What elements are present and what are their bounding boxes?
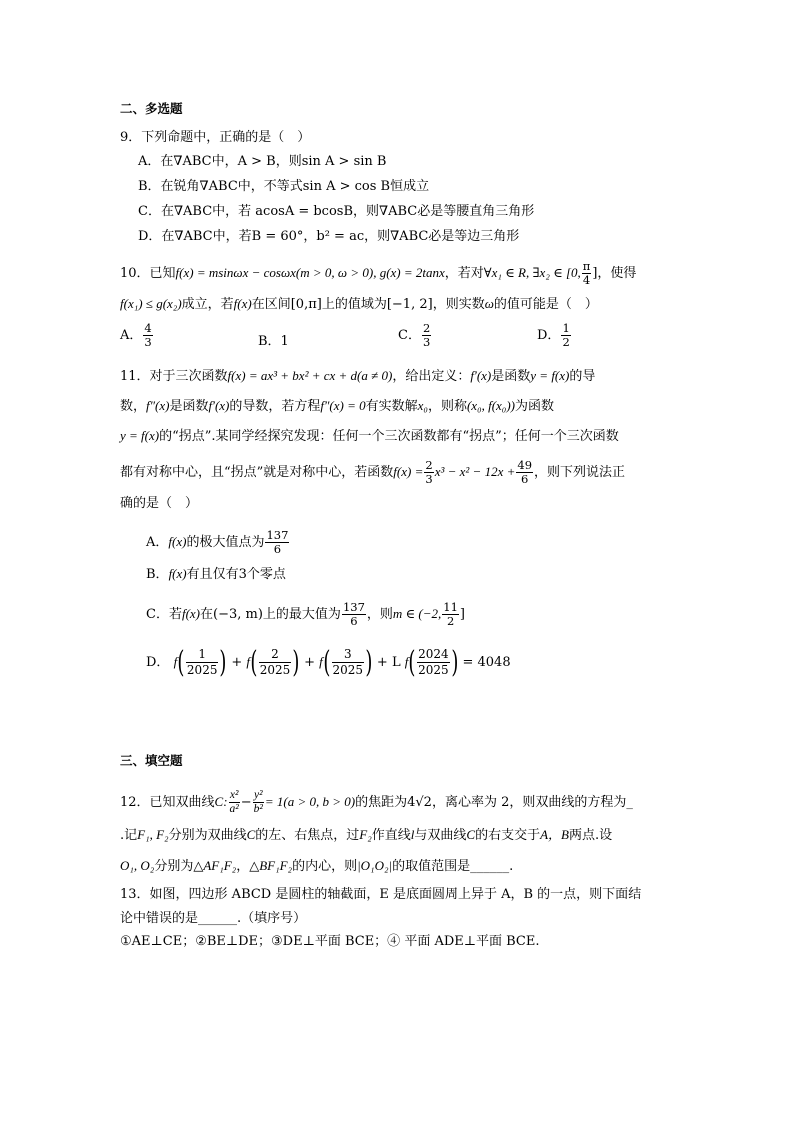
q11-option-a: A．f(x)的极大值点为 $\frac{137}{6}$ — [146, 528, 289, 556]
q11-line-1: 11．对于三次函数f(x) = ax³ + bx² + cx + d(a ≠ 0)，给出定义：f′(x)是函数y = f(x)的导 — [120, 368, 596, 384]
q10-option-c: C． $\frac{2}{3}$ — [398, 321, 431, 349]
q9-option-d: D．在∇ABC中，若B = 60°，b² = ac，则∇ABC必是等边三角形 — [138, 229, 520, 244]
pi-over-4: $\frac{\pi}{4}$ — [582, 259, 591, 287]
q13-line-2: 论中错误的是______.（填序号） — [120, 911, 307, 926]
q11-option-b: B．f(x)有且仅有3个零点 — [146, 566, 286, 582]
q11-line-4: 都有对称中心，且“拐点”就是对称中心，若函数f(x) = $\frac{2}{3}$ x³ − x² − 12x + $\frac{49}{6}$ ，则下列说法正 — [120, 458, 626, 486]
q9-option-a: A．在∇ABC中，A > B，则sin A > sin B — [138, 154, 387, 169]
q10-line-1: 10．已知f(x) = msinωx − cosωx(m > 0, ω > 0), g(x) = 2tanx，若对∀x₁ ∈ R, ∃x₂ ∈ [0, $\frac{\pi}{4}$ ]，使得 — [120, 259, 637, 287]
q12-line-2: .记F₁, F₂分别为双曲线C的左、右焦点，过F₂作直线l与双曲线C的右支交于A，B两点.设 — [120, 827, 613, 843]
q11-option-d: D． f( $\frac{1}{2025}$ ) + f( $\frac{2}{2025}$ ) + f( $\frac{3}{2025}$ ) + L f( $\frac{2024}{2025}$ ) = 4048 — [146, 644, 511, 680]
q11-line-5: 确的是（ ） — [120, 496, 199, 511]
q12-line-3: O₁, O₂分别为△AF₁F₂，△BF₁F₂的内心，则|O₁O₂|的取值范围是______. — [120, 858, 514, 874]
q13-line-1: 13．如图，四边形 ABCD 是圆柱的轴截面，E 是底面圆周上异于 A，B 的一点，则下面结 — [120, 887, 642, 902]
q10-option-d: D． $\frac{1}{2}$ — [537, 321, 570, 349]
q13-line-3: ①AE⊥CE；②BE⊥DE；③DE⊥平面 BCE；④ 平面 ADE⊥平面 BCE. — [120, 934, 540, 949]
section-title-fill-in: 三、填空题 — [120, 753, 183, 768]
q10-line-2: f(x₁) ≤ g(x₂)成立，若f(x)在区间[0,π]上的值域为[−1, 2]，则实数ω的值可能是（ ） — [120, 296, 598, 312]
section-title-multiple-choice: 二、多选题 — [120, 101, 183, 116]
q12-line-1: 12．已知双曲线C: $\frac{\text{x²}}{\text{a²}}$ − $\frac{\text{y²}}{\text{b²}}$ = 1(a > 0, b > 0)的焦距为4√2，离心率为 2，则双曲线的方程为_ — [120, 789, 633, 815]
q11-line-2: 数，f″(x)是函数f′(x)的导数，若方程f″(x) = 0有实数解x₀，则称(x₀, f(x₀))为函数 — [120, 398, 554, 414]
q9-option-b: B．在锐角∇ABC中，不等式sin A > cos B恒成立 — [138, 179, 430, 194]
q10-option-a: A． $\frac{4}{3}$ — [120, 321, 152, 349]
q10-option-b: B．1 — [258, 334, 289, 349]
q11-option-c: C．若f(x)在(−3, m)上的最大值为 $\frac{137}{6}$ ，则m ∈ (−2, $\frac{11}{2}$ ] — [146, 600, 465, 628]
q9-option-c: C．在∇ABC中，若 acosA = bcosB，则∇ABC必是等腰直角三角形 — [138, 204, 535, 219]
q9-stem: 9．下列命题中，正确的是（ ） — [120, 130, 311, 145]
q11-line-3: y = f(x)的“拐点”.某同学经探究发现：任何一个三次函数都有“拐点”；任何一个三次函数 — [120, 428, 619, 444]
